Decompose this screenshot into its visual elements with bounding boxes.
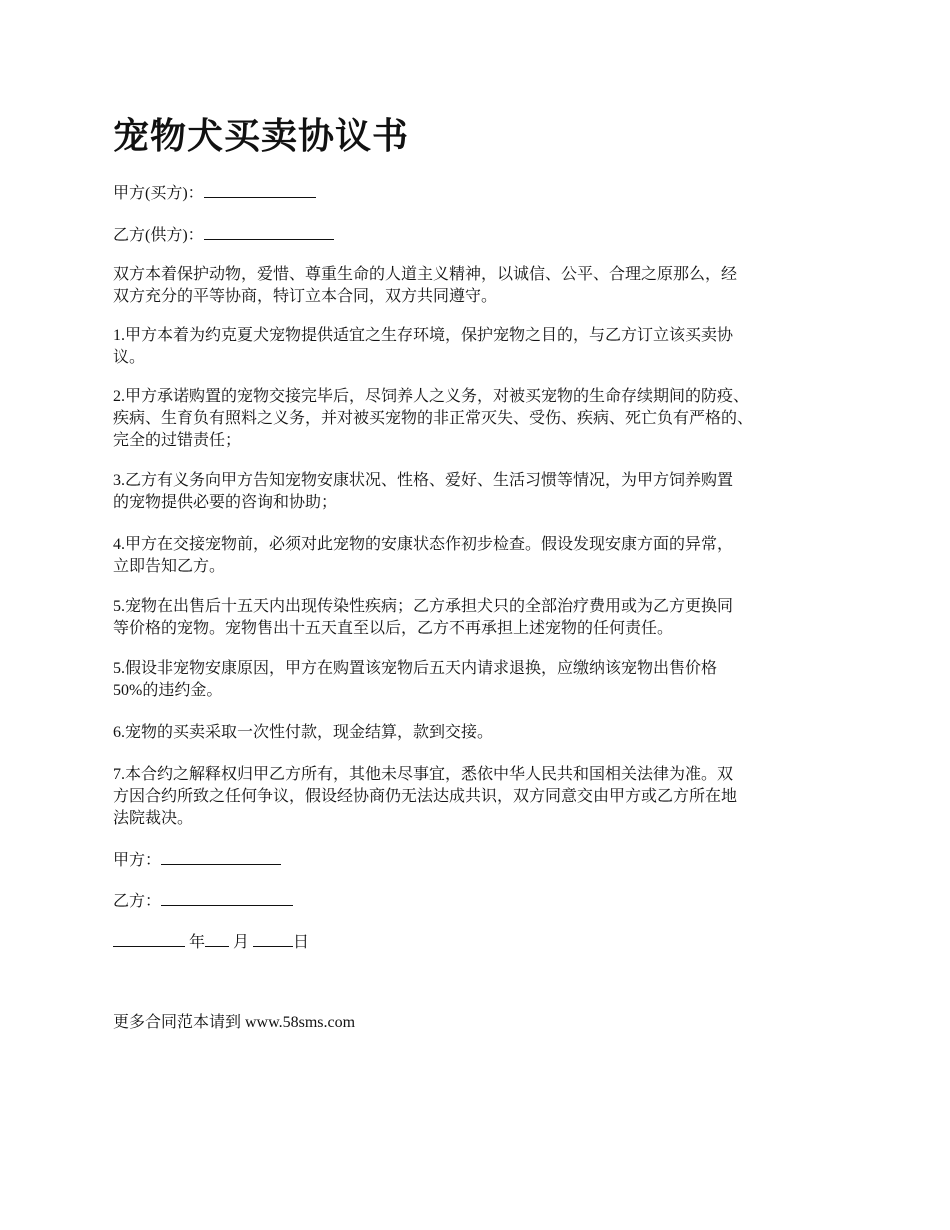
day-label: 日 — [293, 934, 310, 951]
signature-b-label: 乙方： — [113, 893, 162, 910]
clause-line: 立即告知乙方。 — [113, 558, 226, 575]
clause-line: 5.宠物在出售后十五天内出现传染性疾病；乙方承担犬只的全部治疗费用或为乙方更换同 — [113, 598, 734, 615]
clause-line: 疾病、生育负有照料之义务，并对被买宠物的非正常灭失、受伤、疾病、死亡负有严格的、 — [113, 410, 754, 427]
document-title: 宠物犬买卖协议书 — [113, 116, 410, 156]
party-a-line — [113, 181, 316, 205]
intro-line: 双方本着保护动物，爱惜、尊重生命的人道主义精神，以诚信、公平、合理之原那么，经 — [113, 266, 738, 283]
clause-line: 7.本合约之解释权归甲乙方所有，其他未尽事宜，悉依中华人民共和国相关法律为准。双 — [113, 766, 734, 783]
party-a-blank — [204, 181, 316, 198]
year-blank — [113, 930, 185, 947]
clause-line: 方因合约所致之任何争议，假设经协商仍无法达成共识，双方同意交由甲方或乙方所在地 — [113, 788, 738, 805]
day-blank — [253, 930, 293, 947]
clause-line: 2.甲方承诺购置的宠物交接完毕后，尽饲养人之义务，对被买宠物的生命存续期间的防疫、 — [113, 388, 750, 405]
clause-line: 4.甲方在交接宠物前，必须对此宠物的安康状态作初步检查。假设发现安康方面的异常， — [113, 536, 734, 553]
year-label: 年 — [189, 934, 206, 951]
month-blank — [205, 930, 229, 947]
clause-line: 法院裁决。 — [113, 810, 194, 827]
signature-a-blank — [161, 848, 281, 865]
party-b-label: 乙方(供方)： — [113, 227, 204, 244]
signature-a-label: 甲方： — [113, 852, 162, 869]
month-label: 月 — [233, 934, 250, 951]
party-a-label: 甲方(买方)： — [113, 185, 204, 202]
clause-line: 1.甲方本着为约克夏犬宠物提供适宜之生存环境，保护宠物之目的，与乙方订立该买卖协 — [113, 327, 734, 344]
clause-line: 3.乙方有义务向甲方告知宠物安康状况、性格、爱好、生活习惯等情况，为甲方饲养购置 — [113, 472, 734, 489]
clause-line: 6.宠物的买卖采取一次性付款，现金结算，款到交接。 — [113, 724, 494, 741]
clause-line: 等价格的宠物。宠物售出十五天直至以后，乙方不再承担上述宠物的任何责任。 — [113, 620, 674, 637]
clause-line: 议。 — [113, 349, 146, 366]
footer-note: 更多合同范本请到 www.58sms.com — [113, 1014, 356, 1031]
clause-line: 5.假设非宠物安康原因，甲方在购置该宠物后五天内请求退换，应缴纳该宠物出售价格 — [113, 660, 718, 677]
clause-line: 完全的过错责任； — [113, 432, 242, 449]
signature-b-line — [113, 889, 293, 913]
party-b-blank — [204, 223, 334, 240]
signature-a-line — [113, 848, 281, 872]
party-b-line — [113, 223, 334, 247]
signature-b-blank — [161, 889, 293, 906]
clause-line: 50%的违约金。 — [113, 682, 223, 699]
date-line — [113, 930, 309, 954]
clause-line: 的宠物提供必要的咨询和协助； — [113, 494, 338, 511]
intro-line: 双方充分的平等协商，特订立本合同，双方共同遵守。 — [113, 288, 498, 305]
